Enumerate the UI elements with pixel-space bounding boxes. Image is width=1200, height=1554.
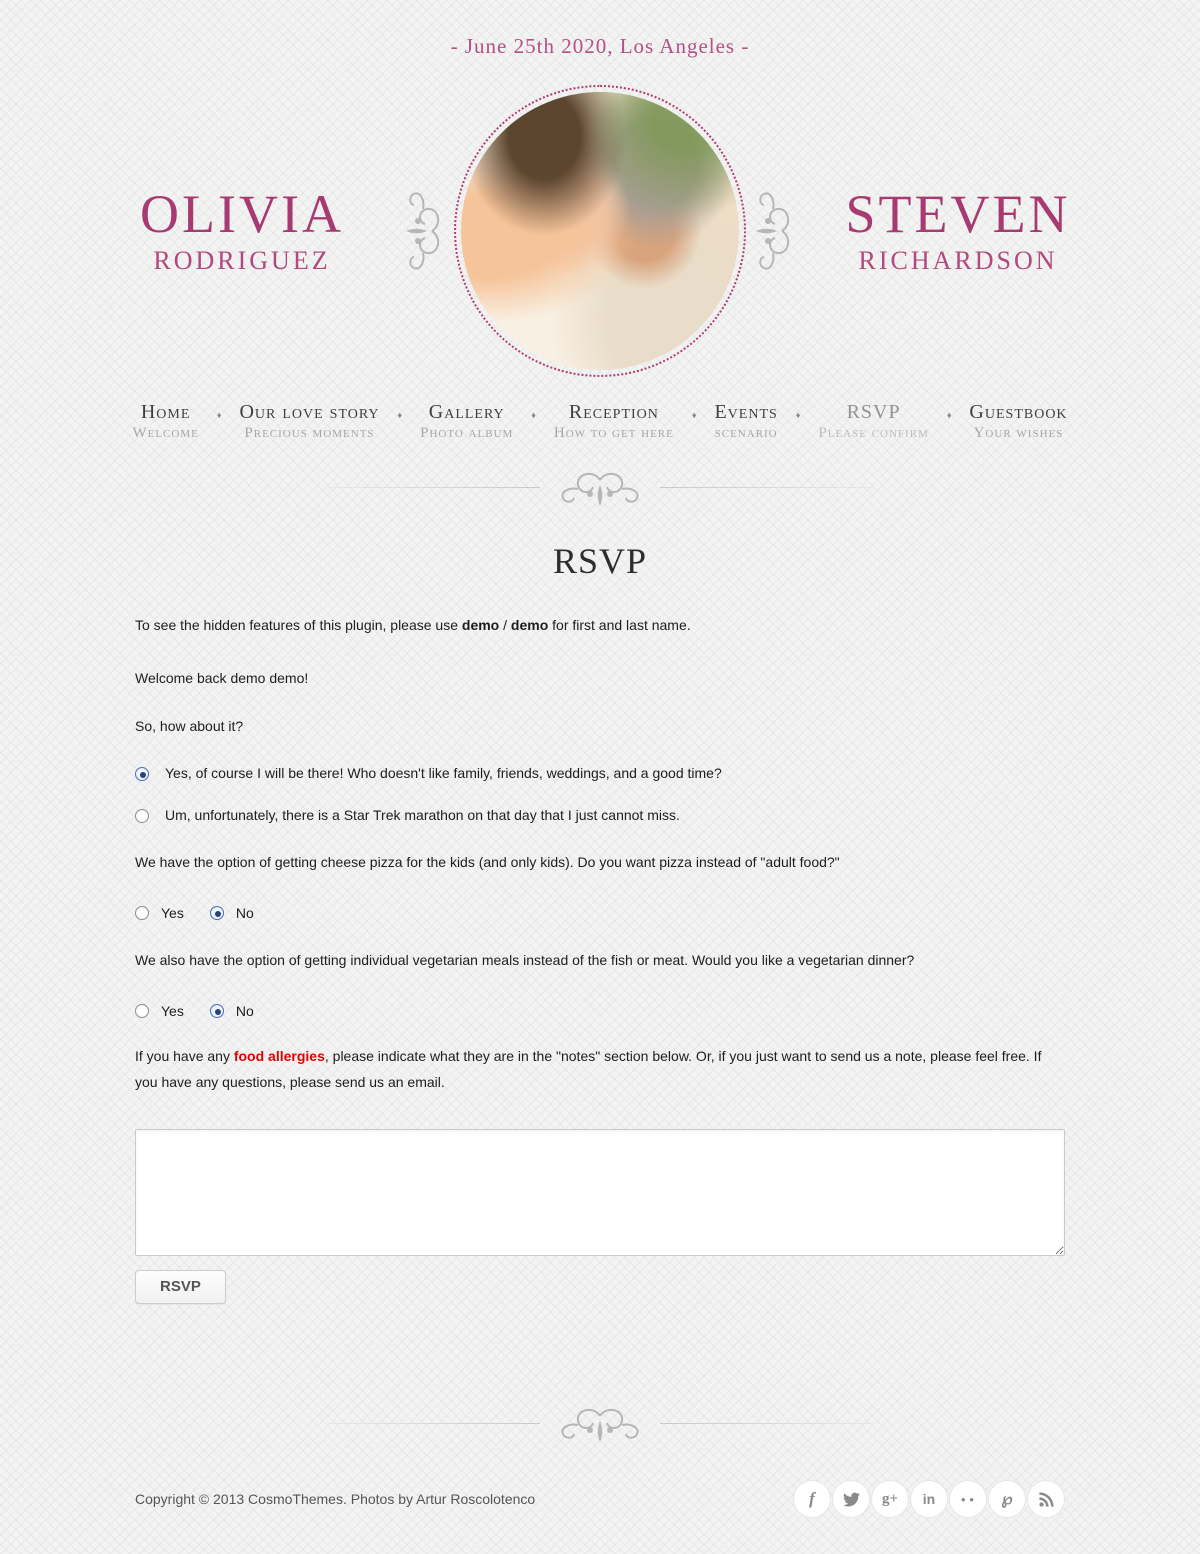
flickr-icon[interactable] <box>949 1480 987 1518</box>
ornamental-divider <box>328 464 873 510</box>
nav-item-gallery[interactable] <box>402 401 531 442</box>
nav-item-events[interactable] <box>696 401 795 442</box>
rsvp-submit-button[interactable]: RSVP <box>135 1270 226 1304</box>
main-navigation <box>0 401 1200 442</box>
social-links <box>792 1480 1065 1518</box>
demo-password: demo <box>510 617 549 633</box>
nav-item-rsvp[interactable] <box>800 401 946 442</box>
pizza-choice-group <box>135 905 1065 921</box>
vegetarian-question: We also have the option of getting individual vegetarian meals instead of the fish or meat. Would you like a vegetarian dinner? <box>135 952 915 968</box>
demo-username: demo <box>461 617 500 633</box>
nav-item-reception[interactable] <box>536 401 692 442</box>
linkedin-icon[interactable] <box>910 1480 948 1518</box>
veg-yes-label[interactable]: Yes <box>161 1003 184 1019</box>
nav-sublabel: Your wishes <box>973 425 1064 441</box>
groom-name-block <box>798 183 1118 277</box>
veg-yes-radio-icon[interactable] <box>135 1004 149 1018</box>
flourish-ornament-right-icon <box>752 183 798 279</box>
notes-textarea[interactable] <box>135 1129 1065 1256</box>
google-plus-icon[interactable] <box>871 1480 909 1518</box>
nav-item-guestbook[interactable] <box>951 401 1085 442</box>
attendance-option-yes-label: Yes, of course I will be there! Who doesn't like family, friends, weddings, and a good time? <box>165 765 722 781</box>
nav-sublabel: Welcome <box>132 425 199 441</box>
bride-last-name: RODRIGUEZ <box>153 246 331 276</box>
wedding-date-line: - June 25th 2020, Los Angeles - <box>450 34 750 58</box>
groom-last-name: RICHARDSON <box>858 246 1058 276</box>
rsvp-content <box>135 540 1065 1304</box>
nav-label: Home <box>140 401 191 423</box>
food-allergies-highlight: food allergies <box>233 1048 325 1064</box>
copyright-text: Copyright © 2013 CosmoThemes. Photos by Artur Roscolotenco <box>135 1491 536 1507</box>
radio-button-icon[interactable] <box>135 767 149 781</box>
groom-first-name: STEVEN <box>845 183 1071 244</box>
nav-label: RSVP <box>846 401 901 423</box>
intro-paragraph: To see the hidden features of this plugin, please use demo / demo for first and last name. <box>135 617 691 633</box>
hero-section <box>0 85 1200 377</box>
nav-sublabel: How to get here <box>553 425 674 441</box>
nav-label: Guestbook <box>969 401 1068 423</box>
footer-ornamental-divider <box>328 1400 873 1446</box>
attendance-option-yes[interactable] <box>135 765 1065 781</box>
nav-label: Events <box>714 401 778 423</box>
rss-icon[interactable] <box>1027 1480 1065 1518</box>
pizza-yes-radio-icon[interactable] <box>135 906 149 920</box>
vegetarian-choice-group <box>135 1003 1065 1019</box>
flourish-divider-icon <box>552 1400 648 1446</box>
flourish-divider-icon <box>552 464 648 510</box>
pizza-yes-label[interactable]: Yes <box>161 905 184 921</box>
allergies-paragraph: If you have any food allergies, please indicate what they are in the "notes" section below. Or, if you just want to send us a note, please feel free. If you have any questions, please send us an email. <box>135 1048 1042 1090</box>
nav-label: Gallery <box>428 401 505 423</box>
pinterest-icon[interactable] <box>988 1480 1026 1518</box>
nav-sublabel: Photo album <box>420 425 514 441</box>
veg-no-radio-icon[interactable] <box>210 1004 224 1018</box>
couple-photo-ring <box>454 85 746 377</box>
twitter-icon[interactable] <box>832 1480 870 1518</box>
pizza-no-label[interactable]: No <box>235 905 254 921</box>
facebook-icon[interactable] <box>793 1480 831 1518</box>
nav-label: Reception <box>568 401 659 423</box>
nav-item-our-love-story[interactable] <box>221 401 397 442</box>
veg-no-label[interactable]: No <box>235 1003 254 1019</box>
bride-name-block <box>82 183 402 277</box>
attendance-question: So, how about it? <box>135 718 244 734</box>
flourish-ornament-left-icon <box>402 183 448 279</box>
pizza-question: We have the option of getting cheese pizza for the kids (and only kids). Do you want pizza instead of "adult food?" <box>135 854 840 870</box>
attendance-option-no-label: Um, unfortunately, there is a Star Trek marathon on that day that I just cannot miss. <box>165 807 680 823</box>
radio-button-icon[interactable] <box>135 809 149 823</box>
couple-photo <box>461 92 739 370</box>
bride-first-name: OLIVIA <box>140 183 344 244</box>
welcome-message: Welcome back demo demo! <box>135 670 309 686</box>
attendance-option-no[interactable] <box>135 807 1065 823</box>
nav-item-home[interactable] <box>114 401 216 442</box>
pizza-no-radio-icon[interactable] <box>210 906 224 920</box>
page-title: RSVP <box>552 541 648 581</box>
nav-sublabel: Precious moments <box>244 425 375 441</box>
nav-label: Our love story <box>239 401 380 423</box>
nav-sublabel: scenario <box>714 425 778 441</box>
footer <box>135 1480 1065 1554</box>
nav-sublabel: Please confirm <box>818 425 929 441</box>
